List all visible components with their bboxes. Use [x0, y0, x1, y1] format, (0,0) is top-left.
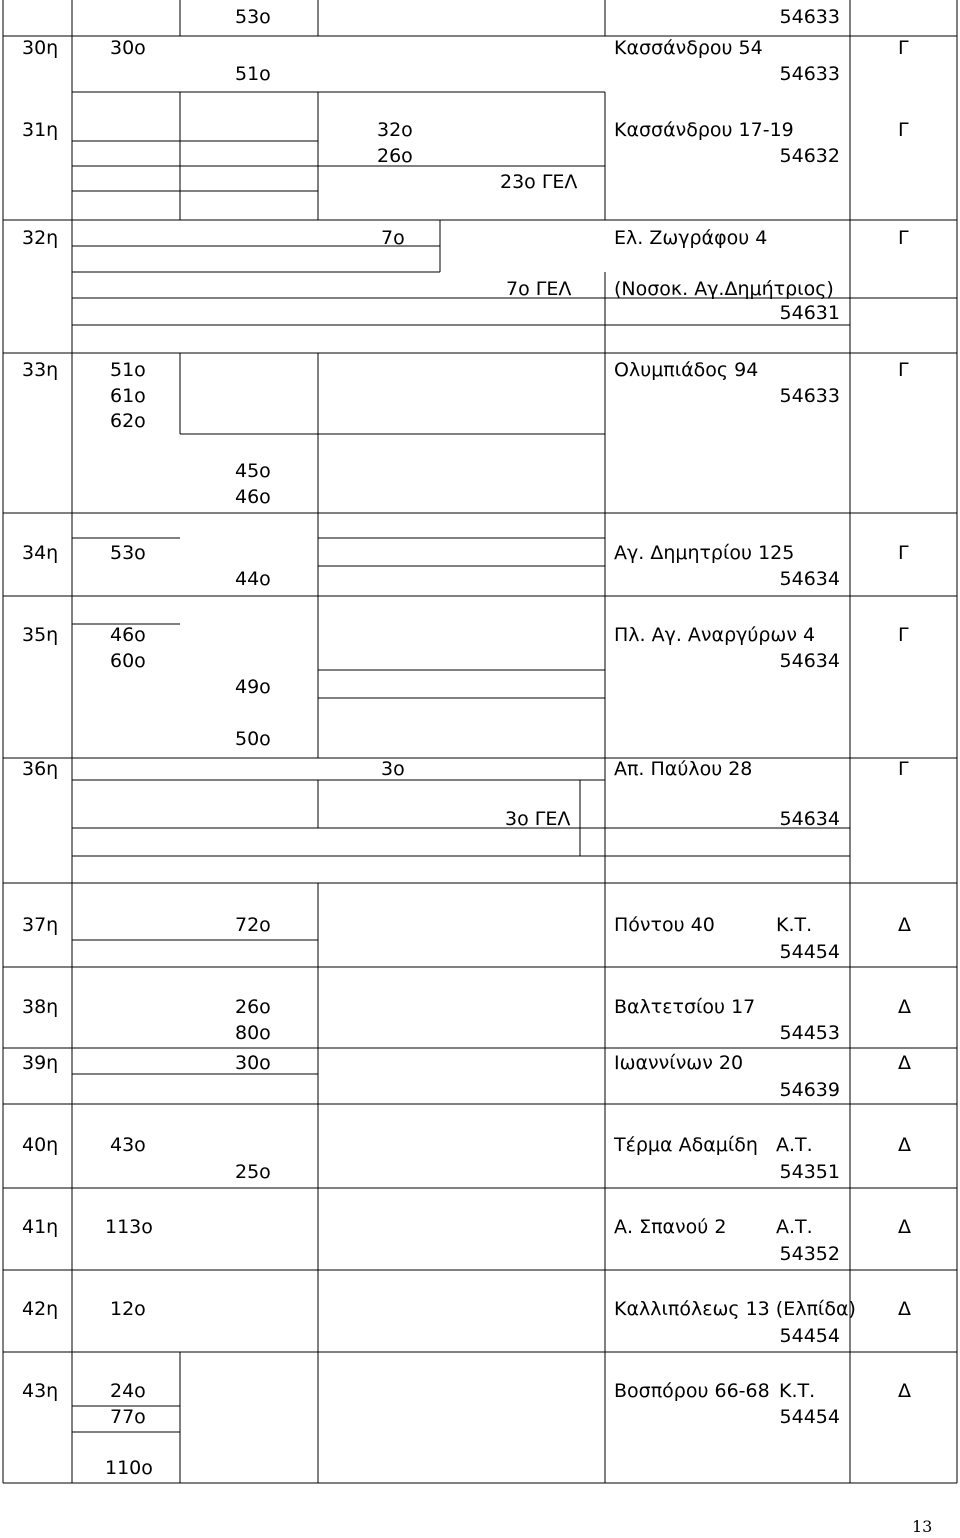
unit-cell: 26ο — [235, 996, 271, 1018]
unit-cell: 46ο — [235, 486, 271, 508]
postal-code: 54633 — [779, 63, 840, 85]
address: Απ. Παύλου 28 — [614, 758, 753, 780]
zone: Γ — [898, 227, 909, 249]
unit-cell: 51ο — [110, 359, 146, 381]
zone: Δ — [898, 914, 911, 936]
row-number: 43η — [22, 1380, 59, 1402]
unit-cell: 7ο — [381, 227, 405, 249]
area: Κ.Τ. — [779, 1380, 816, 1402]
postal-code: 54634 — [779, 808, 840, 830]
row-number: 41η — [22, 1216, 59, 1238]
unit-cell: 25ο — [235, 1161, 271, 1183]
page-number: 13 — [912, 1517, 933, 1536]
zone: Δ — [898, 1052, 911, 1074]
address: Ολυμπιάδος 94 — [614, 359, 759, 381]
row-number: 36η — [22, 758, 59, 780]
unit-cell: 32ο — [377, 119, 413, 141]
unit-cell: 12ο — [110, 1298, 146, 1320]
unit-cell: 62ο — [110, 410, 146, 432]
unit-cell: 43ο — [110, 1134, 146, 1156]
lyceum: 3ο ΓΕΛ — [505, 808, 571, 830]
postal-code: 54453 — [779, 1022, 840, 1044]
address: Ελ. Ζωγράφου 4 — [614, 227, 768, 249]
unit-cell: 45ο — [235, 460, 271, 482]
zone: Γ — [898, 359, 909, 381]
address: Α. Σπανού 2 — [614, 1216, 727, 1238]
unit-cell: 49ο — [235, 676, 271, 698]
postal-code: 54634 — [779, 568, 840, 590]
address: Κασσάνδρου 17-19 — [614, 119, 794, 141]
unit-cell: 26ο — [377, 145, 413, 167]
unit-cell: 77ο — [110, 1406, 146, 1428]
lyceum: 7ο ΓΕΛ — [506, 278, 572, 300]
row-number: 37η — [22, 914, 59, 936]
address: Βαλτετσίου 17 — [614, 996, 756, 1018]
row-number: 34η — [22, 542, 59, 564]
address: Πόντου 40 — [614, 914, 715, 936]
unit-cell: 50ο — [235, 728, 271, 750]
postal-code: 54633 — [779, 385, 840, 407]
row-number: 35η — [22, 624, 59, 646]
row-number: 39η — [22, 1052, 59, 1074]
row-number: 40η — [22, 1134, 59, 1156]
unit-cell: 110ο — [105, 1457, 153, 1479]
unit-cell: 61ο — [110, 385, 146, 407]
unit-cell: 113ο — [105, 1216, 153, 1238]
unit-cell: 30ο — [235, 1052, 271, 1074]
unit-cell: 80ο — [235, 1022, 271, 1044]
address: Κασσάνδρου 54 — [614, 37, 763, 59]
unit-cell: 46ο — [110, 624, 146, 646]
postal-code: 54633 — [779, 6, 840, 28]
zone: Δ — [898, 1216, 911, 1238]
address-line-2: (Νοσοκ. Αγ.Δημήτριος) — [614, 278, 834, 300]
unit-cell: 51ο — [235, 63, 271, 85]
row-number: 31η — [22, 119, 59, 141]
row-number: 38η — [22, 996, 59, 1018]
postal-code: 54351 — [779, 1161, 840, 1183]
unit-cell: 72ο — [235, 914, 271, 936]
unit-cell: 60ο — [110, 650, 146, 672]
postal-code: 54454 — [779, 1406, 840, 1428]
unit-cell: 30ο — [110, 37, 146, 59]
postal-code: 54632 — [779, 145, 840, 167]
zone: Δ — [898, 1380, 911, 1402]
lyceum: 23ο ΓΕΛ — [500, 171, 578, 193]
row-number: 42η — [22, 1298, 59, 1320]
zone: Δ — [898, 1134, 911, 1156]
postal-code: 54454 — [779, 1325, 840, 1347]
area: Α.Τ. — [776, 1216, 813, 1238]
address: Πλ. Αγ. Αναργύρων 4 — [614, 624, 816, 646]
address: Καλλιπόλεως 13 (Ελπίδα) — [614, 1298, 856, 1320]
zone: Δ — [898, 1298, 911, 1320]
area: Κ.Τ. — [776, 914, 813, 936]
postal-code: 54454 — [779, 941, 840, 963]
row-number: 30η — [22, 37, 59, 59]
row-number: 33η — [22, 359, 59, 381]
zone: Δ — [898, 996, 911, 1018]
unit-cell: 53ο — [235, 6, 271, 28]
row-number: 32η — [22, 227, 59, 249]
postal-code: 54639 — [779, 1079, 840, 1101]
unit-cell: 44ο — [235, 568, 271, 590]
unit-cell: 3ο — [381, 758, 405, 780]
postal-code: 54634 — [779, 650, 840, 672]
address: Βοσπόρου 66-68 — [614, 1380, 770, 1402]
zone: Γ — [898, 542, 909, 564]
area: Α.Τ. — [776, 1134, 813, 1156]
zone: Γ — [898, 758, 909, 780]
zone: Γ — [898, 119, 909, 141]
address: Ιωαννίνων 20 — [614, 1052, 744, 1074]
unit-cell: 24ο — [110, 1380, 146, 1402]
address: Αγ. Δημητρίου 125 — [614, 542, 795, 564]
postal-code: 54352 — [779, 1243, 840, 1265]
address: Τέρμα Αδαμίδη — [614, 1134, 758, 1156]
unit-cell: 53ο — [110, 542, 146, 564]
zone: Γ — [898, 37, 909, 59]
zone: Γ — [898, 624, 909, 646]
postal-code: 54631 — [779, 302, 840, 324]
